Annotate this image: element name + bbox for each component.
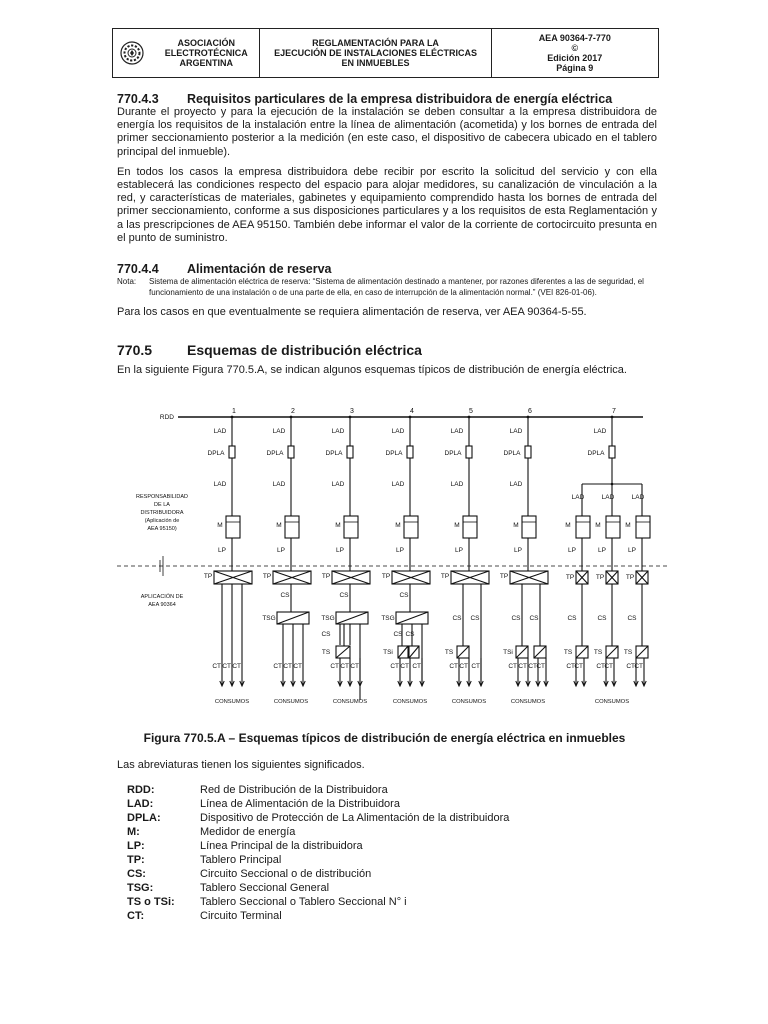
meter-box (463, 516, 477, 538)
section-title: Esquemas de distribución eléctrica (187, 342, 422, 358)
meter-label: M (276, 522, 282, 529)
abbreviation-key: RDD: (127, 784, 155, 796)
column-number: 6 (528, 408, 532, 415)
tsi-label: TSi (503, 649, 513, 656)
lad-label: LAD (509, 481, 523, 488)
tsi-label: TSi (383, 649, 393, 656)
abbreviation-key: TSG: (127, 882, 154, 894)
column-number: 5 (469, 408, 473, 415)
meter-label: M (217, 522, 223, 529)
lp-label: LP (514, 547, 522, 554)
lp-label: LP (455, 547, 463, 554)
ct-label: CT (604, 663, 613, 670)
lad-label: LAD (331, 428, 345, 435)
section-number: 770.4.3 (117, 92, 159, 106)
cs-label: CS (511, 615, 521, 622)
note-label: Nota: (117, 277, 137, 286)
abbreviation-key: TP: (127, 854, 145, 866)
abbreviation-meaning: Línea de Alimentación de la Distribuidora (200, 798, 400, 810)
ct-label: CT (293, 663, 302, 670)
abbreviation-row (127, 867, 647, 881)
abbr-intro-text: Las abreviaturas tienen los siguientes significados. (117, 759, 365, 771)
ct-label: CT (518, 663, 527, 670)
lad-label: LAD (391, 428, 405, 435)
meter-label: M (625, 522, 631, 529)
ts-label: TS (563, 649, 573, 656)
lad-label: LAD (601, 494, 615, 501)
meter-box (576, 516, 590, 538)
caption-text: Figura 770.5.A – Esquemas típicos de distribución de energía eléctrica en inmuebles (143, 731, 626, 745)
ct-label: CT (449, 663, 458, 670)
dpla-device (347, 446, 353, 458)
abbreviation-list (127, 783, 647, 923)
lad-label: LAD (450, 428, 464, 435)
cs-label: CS (597, 615, 607, 622)
column-number: 2 (291, 408, 295, 415)
abbreviation-key: M: (127, 826, 140, 838)
cs-label: CS (567, 615, 577, 622)
abbreviation-key: DPLA: (127, 812, 161, 824)
ct-label: CT (634, 663, 643, 670)
dpla-label: DPLA (587, 450, 605, 457)
paragraph: En la siguiente Figura 770.5.A, se indican algunos esquemas típicos de distribución de energía eléctrica. (117, 364, 627, 376)
abbreviation-row (127, 853, 647, 867)
meter-box (404, 516, 418, 538)
cs-label: CS (529, 615, 539, 622)
meter-box (636, 516, 650, 538)
ct-label: CT (212, 663, 221, 670)
abbreviation-meaning: Tablero Principal (200, 854, 282, 866)
abbreviation-meaning: Línea Principal de la distribuidora (200, 840, 363, 852)
responsibility-label: RESPONSABILIDAD (136, 494, 188, 500)
header-edition: Edición 2017 (547, 53, 603, 63)
dpla-label: DPLA (207, 450, 225, 457)
paragraph: En todos los casos la empresa distribuidora debe recibir por escrito la solicitud del servicio y con ella establecerá las condiciones respecto del espacio para alojar medidores, su canalización de vinculación a la red, y características de materiales, gabinetes y equipamiento comprendido hasta los bornes de entrada del primer seccionamiento, conforme a sus disposiciones particulares y a los requisitos de esta Reglamentación y a las prescripciones de AEA 95150. También debe informar el valor de la corriente de cortocircuito presunta en el punto de suministro. (117, 165, 657, 244)
meter-label: M (454, 522, 460, 529)
abbr-intro (117, 759, 657, 772)
responsibility-label: AEA 95150) (147, 526, 177, 532)
lad-label: LAD (593, 428, 607, 435)
ct-label: CT (528, 663, 537, 670)
paragraph: Para los casos en que eventualmente se requiera alimentación de reserva, ver AEA 90364-5-55. (117, 306, 587, 318)
abbreviation-row (127, 783, 647, 797)
dpla-label: DPLA (266, 450, 284, 457)
dpla-device (288, 446, 294, 458)
abbreviation-key: CT: (127, 910, 145, 922)
abbreviation-key: LAD: (127, 798, 154, 810)
abbreviation-key: TS o TSi: (127, 896, 175, 908)
ts-label: TS (444, 649, 454, 656)
abbreviation-row (127, 797, 647, 811)
lad-label: LAD (331, 481, 345, 488)
lp-label: LP (336, 547, 344, 554)
abbreviation-row (127, 909, 647, 923)
tp-label: TP (321, 573, 331, 580)
lad-label: LAD (450, 481, 464, 488)
consumos-label: CONSUMOS (451, 699, 487, 705)
header-doc-id: AEA 90364-7-770 (538, 33, 611, 43)
paragraph: Durante el proyecto y para la ejecución de la instalación se deben consultar a la empresa distribuidora de energía los requisitos de la instalación entre la línea de alimentación (acometida) y los bornes de entrada del primer seccionamiento posterior a la medición (en este caso, el dispositivo de cabecera ubicado en el tablero principal del inmueble). (117, 106, 657, 158)
dpla-label: DPLA (325, 450, 343, 457)
cs-label: CS (405, 631, 415, 638)
consumos-label: CONSUMOS (273, 699, 309, 705)
abbreviation-key: CS: (127, 868, 146, 880)
abbreviation-meaning: Tablero Seccional o Tablero Seccional N° i (200, 896, 407, 908)
cs-label: CS (470, 615, 480, 622)
tp-label: TP (262, 573, 272, 580)
lp-label: LP (598, 547, 606, 554)
ts-label: TS (593, 649, 603, 656)
meter-box (285, 516, 299, 538)
ct-label: CT (330, 663, 339, 670)
ct-label: CT (390, 663, 399, 670)
header-org: ASOCIACIÓN ELECTROTÉCNICA ARGENTINA (164, 38, 248, 68)
abbreviation-row (127, 881, 647, 895)
header-page: Página 9 (556, 63, 594, 73)
lad-label: LAD (509, 428, 523, 435)
cs-label: CS (339, 592, 349, 599)
ct-label: CT (340, 663, 349, 670)
figure-caption (112, 731, 657, 745)
abbreviation-key: LP: (127, 840, 145, 852)
dpla-device (525, 446, 531, 458)
abbreviation-meaning: Circuito Terminal (200, 910, 282, 922)
abbreviation-row (127, 825, 647, 839)
consumos-label: CONSUMOS (214, 699, 250, 705)
ct-label: CT (459, 663, 468, 670)
ct-label: CT (536, 663, 545, 670)
ts-label: TS (623, 649, 633, 656)
tp-label: TP (203, 573, 213, 580)
lp-label: LP (218, 547, 226, 554)
cs-label: CS (393, 631, 403, 638)
dpla-label: DPLA (444, 450, 462, 457)
ct-label: CT (508, 663, 517, 670)
dpla-label: DPLA (503, 450, 521, 457)
ct-label: CT (350, 663, 359, 670)
meter-box (226, 516, 240, 538)
cs-label: CS (280, 592, 290, 599)
lad-label: LAD (213, 481, 227, 488)
consumos-label: CONSUMOS (510, 699, 546, 705)
meter-label: M (335, 522, 341, 529)
abbreviation-meaning: Tablero Seccional General (200, 882, 330, 894)
cs-label: CS (321, 631, 331, 638)
consumos-label: CONSUMOS (594, 699, 630, 705)
abbreviation-row (127, 839, 647, 853)
tsg-label: TSG (321, 615, 335, 622)
abbreviation-meaning: Medidor de energía (200, 826, 296, 838)
lad-label: LAD (213, 428, 227, 435)
tp-label: TP (381, 573, 391, 580)
ct-label: CT (412, 663, 421, 670)
section-number: 770.4.4 (117, 262, 159, 276)
cs-label: CS (627, 615, 637, 622)
ct-label: CT (232, 663, 241, 670)
consumos-label: CONSUMOS (332, 699, 368, 705)
ct-label: CT (283, 663, 292, 670)
tp-label: TP (440, 573, 450, 580)
lp-label: LP (568, 547, 576, 554)
dpla-device (229, 446, 235, 458)
abbreviation-meaning: Dispositivo de Protección de La Alimentación de la distribuidora (200, 812, 510, 824)
ct-label: CT (471, 663, 480, 670)
ts-label: TS (321, 649, 331, 656)
application-label: APLICACIÓN DE (140, 594, 184, 600)
section-title: Alimentación de reserva (187, 262, 332, 276)
abbreviation-meaning: Red de Distribución de la Distribuidora (200, 784, 388, 796)
consumos-label: CONSUMOS (392, 699, 428, 705)
tp-label: TP (625, 574, 635, 581)
ct-label: CT (400, 663, 409, 670)
meter-label: M (395, 522, 401, 529)
section-title: Requisitos particulares de la empresa distribuidora de energía eléctrica (187, 92, 613, 106)
tsg-label: TSG (262, 615, 276, 622)
ct-label: CT (574, 663, 583, 670)
dpla-device (466, 446, 472, 458)
meter-box (606, 516, 620, 538)
lad-label: LAD (391, 481, 405, 488)
copyright-symbol: © (571, 43, 579, 53)
tp-label: TP (499, 573, 509, 580)
ct-label: CT (273, 663, 282, 670)
lad-label: LAD (272, 481, 286, 488)
lad-label: LAD (571, 494, 585, 501)
tp-label: TP (565, 574, 575, 581)
responsibility-label: DE LA (154, 502, 170, 508)
meter-label: M (513, 522, 519, 529)
meter-label: M (595, 522, 601, 529)
responsibility-label: DISTRIBUIDORA (140, 510, 184, 516)
responsibility-label: (Aplicación de (144, 518, 180, 524)
abbreviation-meaning: Circuito Seccional o de distribución (200, 868, 372, 880)
lp-label: LP (277, 547, 285, 554)
rdd-label: RDD (159, 414, 174, 421)
meter-box (344, 516, 358, 538)
cs-label: CS (399, 592, 409, 599)
lp-label: LP (628, 547, 636, 554)
tsg-label: TSG (381, 615, 395, 622)
lad-label: LAD (272, 428, 286, 435)
header-title: REGLAMENTACIÓN PARA LA EJECUCIÓN DE INSTALACIONES ELÉCTRICAS EN INMUEBLES (260, 29, 491, 77)
application-label: AEA 90364 (148, 602, 176, 608)
dpla-device (407, 446, 413, 458)
column-number: 4 (410, 408, 414, 415)
lad-label: LAD (631, 494, 645, 501)
dpla-device (609, 446, 615, 458)
meter-label: M (565, 522, 571, 529)
ct-label: CT (626, 663, 635, 670)
note-text: Sistema de alimentación eléctrica de reserva: “Sistema de alimentación destinado a mantener, por razones diferentes a las de seguridad, el funcionamiento de una instalación o de una parte de ella, en caso de interrupción de la alimentación normal.” (VEI 826-01-06). (149, 277, 644, 297)
dpla-label: DPLA (385, 450, 403, 457)
section-number: 770.5 (117, 342, 153, 358)
column-number: 7 (612, 408, 616, 415)
cs-label: CS (452, 615, 462, 622)
ct-label: CT (596, 663, 605, 670)
column-number: 1 (232, 408, 236, 415)
ct-label: CT (222, 663, 231, 670)
lp-label: LP (396, 547, 404, 554)
abbreviation-row (127, 895, 647, 909)
tp-label: TP (595, 574, 605, 581)
meter-box (522, 516, 536, 538)
ct-label: CT (566, 663, 575, 670)
column-number: 3 (350, 408, 354, 415)
abbreviation-row (127, 811, 647, 825)
